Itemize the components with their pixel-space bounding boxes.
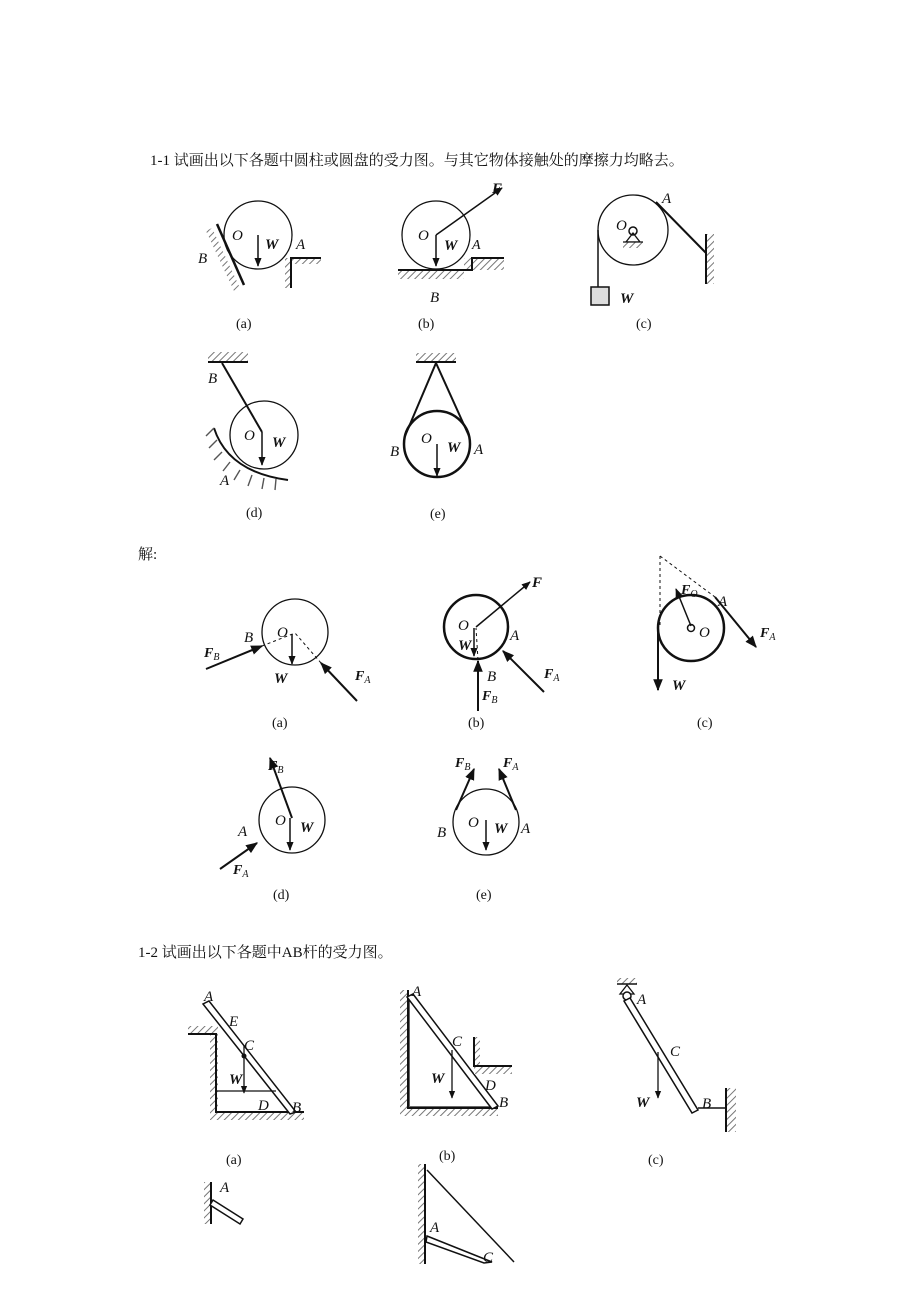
label-w: W [672,678,686,694]
solution-1-1b [444,575,560,731]
label-fa: $F_A$ [760,626,776,643]
figure-1-2e [418,1164,514,1266]
caption-b: (b) [439,1149,456,1164]
figure-1-1e [390,353,484,522]
figure-1-2a [188,989,304,1168]
figure-1-2c [617,978,736,1168]
label-o: O [468,815,479,831]
figure-1-1a [198,201,321,332]
label-e: E [229,1014,239,1030]
caption-b: (b) [418,317,435,332]
label-fb: $F_B$ [268,759,284,776]
label-c: C [244,1038,255,1054]
label-o: O [244,428,255,444]
label-w: W [300,820,314,836]
label-fb: $F_B$ [204,646,220,663]
label-o: O [232,228,243,244]
caption-c: (c) [636,317,652,332]
caption-e: (e) [430,507,446,522]
label-w: W [274,671,288,687]
label-b: B [487,669,497,685]
label-d: D [485,1078,496,1094]
label-fb: $F_B$ [482,689,498,706]
label-f: F [532,575,543,591]
label-o: O [699,625,710,641]
figure-1-1b [398,181,504,332]
label-b: B [244,630,254,646]
figure-1-1c [591,191,714,332]
label-o: O [616,218,627,234]
label-c: C [483,1250,494,1266]
label-b: B [208,371,218,387]
caption-d: (d) [246,506,263,521]
label-a: A [238,824,248,840]
label-a: A [718,594,728,610]
label-fa: $F_A$ [503,756,519,773]
caption-b: (b) [468,716,485,731]
label-w: W [431,1071,445,1087]
label-w: W [444,238,458,254]
label-b: B [437,825,447,841]
label-a: A [220,1180,230,1196]
caption-a: (a) [226,1153,242,1168]
solution-label: 解: [138,547,158,563]
label-w: W [229,1072,243,1088]
solution-1-1e [437,756,531,903]
label-b: B [198,251,208,267]
figure-1-2d [204,1180,243,1224]
label-a: A [474,442,484,458]
label-a: A [430,1220,440,1236]
label-o: O [418,228,429,244]
problem-number: 1-2 [138,945,158,961]
label-a: A [637,992,647,1008]
figure-1-1d [206,352,298,521]
label-fa: $F_A$ [544,667,560,684]
label-w: W [265,237,279,253]
problem-text: 试画出以下各题中AB杆的受力图。 [161,945,393,961]
label-w: W [636,1095,650,1111]
label-d: D [258,1098,269,1114]
label-w: W [272,435,286,451]
figure-1-2b [400,984,512,1164]
label-b: B [702,1096,712,1112]
label-a: A [220,473,230,489]
solution-1-1a [203,599,371,731]
label-fb: $F_B$ [455,756,471,773]
label-c: C [452,1034,463,1050]
caption-c: (c) [648,1153,664,1168]
label-a: A [510,628,520,644]
label-b: B [292,1100,302,1116]
label-o: O [277,625,288,641]
solution-1-1c [658,556,776,731]
label-a: A [412,984,422,1000]
label-fo: $F_O$ [681,583,698,600]
label-b: B [430,290,440,306]
caption-a: (a) [236,317,252,332]
caption-a: (a) [272,716,288,731]
problem-text: 试画出以下各题中圆柱或圆盘的受力图。与其它物体接触处的摩擦力均略去。 [173,153,684,169]
label-b: B [499,1095,509,1111]
label-a: A [204,989,214,1005]
caption-e: (e) [476,888,492,903]
label-a: A [662,191,672,207]
label-o: O [458,618,469,634]
label-fa: $F_A$ [233,863,249,880]
label-o: O [275,813,286,829]
label-a: A [521,821,531,837]
problem-number: 1-1 [150,153,170,169]
label-w: W [494,821,508,837]
caption-c: (c) [697,716,713,731]
solution-1-1d [220,758,325,903]
label-a: A [472,238,481,253]
label-a: A [296,237,306,253]
label-o: O [421,431,432,447]
label-w: W [620,291,634,307]
label-c: C [670,1044,681,1060]
label-fa: $F_A$ [355,669,371,686]
caption-d: (d) [273,888,290,903]
label-w: W [447,440,461,456]
label-f: F [492,181,503,197]
label-b: B [390,444,400,460]
label-w: W [458,638,472,654]
